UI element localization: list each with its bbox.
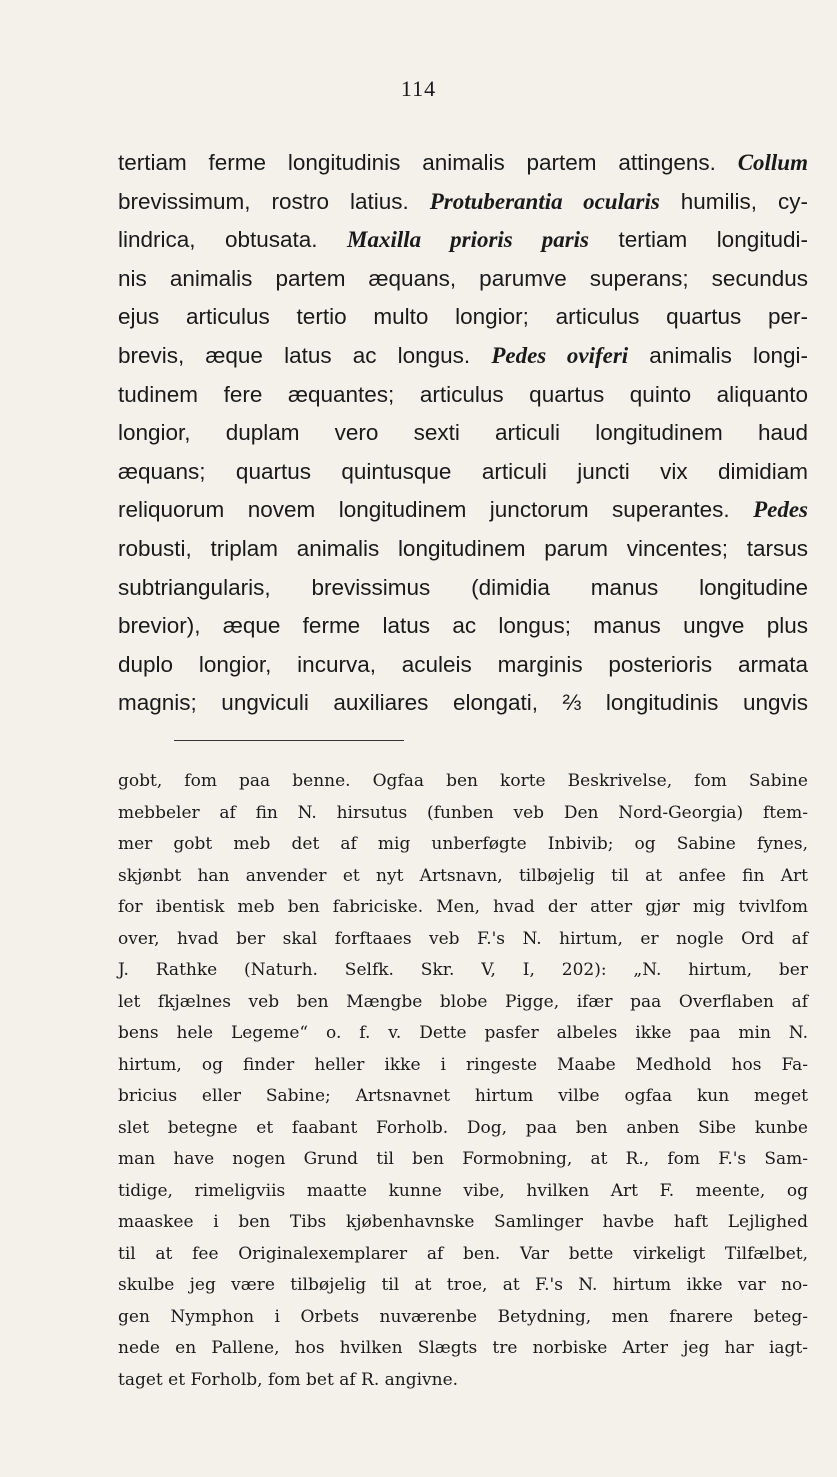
footnote-line: nede en Pallene, hos hvilken Slægts tre norbiske Arter jeg har iagt- [118,1338,808,1358]
main-line: duplo longior, incurva, aculeis marginis posterioris armata [118,651,808,677]
main-line: brevior), æque ferme latus ac longus; manus ungve plus [118,613,808,639]
footnote-line: tidige, rimeligviis maatte kunne vibe, hvilken Art F. meente, og [118,1180,808,1201]
footnote-line: hirtum, og finder heller ikke i ringeste Maabe Medhold hos Fa- [118,1054,808,1075]
main-line: tudinem fere æquantes; articulus quartus quinto aliquanto [118,381,808,407]
main-line: reliquorum novem longitudinem junctorum superantes. Pedes [118,497,808,523]
main-line: brevis, æque latus ac longus. Pedes oviferi animalis longi- [118,342,808,368]
footnote-divider [174,740,404,741]
footnote-line: maaskee i ben Tibs kjøbenhavnske Samlinger havbe haft Lejlighed [118,1212,808,1232]
footnote-line: bens hele Legeme“ o. f. v. Dette pasfer albeles ikke paa min N. [118,1023,808,1043]
main-line: longior, duplam vero sexti articuli longitudinem haud [118,420,808,446]
main-line: brevissimum, rostro latius. Protuberantia ocularis humilis, cy- [118,188,808,214]
footnote-line: gen Nymphon i Orbets nuværenbe Betydning, men fnarere beteg- [118,1306,808,1327]
footnote-line: J. Rathke (Naturh. Selfk. Skr. V, I, 202): „N. hirtum, ber [118,960,808,980]
main-line: robusti, triplam animalis longitudinem parum vincentes; tarsus [118,535,808,561]
footnote-line: over, hvad ber skal forftaaes veb F.'s N. hirtum, er nogle Ord af [118,928,808,949]
footnote-line: til at fee Originalexemplarer af ben. Var bette virkeligt Tilfælbet, [118,1243,808,1264]
page-number: 114 [400,76,437,101]
footnote-line: mebbeler af fin N. hirsutus (funben veb Den Nord-Georgia) ftem- [118,802,808,823]
main-line: magnis; ungviculi auxiliares elongati, ⅔ longitudinis ungvis [118,690,808,716]
main-line: subtriangularis, brevissimus (dimidia manus longitudine [118,574,808,600]
footnote-line: for ibentisk meb ben fabriciske. Men, hvad der atter gjør mig tvivlfom [118,897,808,917]
main-line: ejus articulus tertio multo longior; articulus quartus per- [118,304,808,330]
footnote-line: let fkjælnes veb ben Mængbe blobe Pigge, ifær paa Overflaben af [118,991,808,1012]
footnote-line: taget et Forholb, fom bet af R. angivne. [118,1369,459,1390]
footnote-line: mer gobt meb det af mig unberføgte Inbivib; og Sabine fynes, [118,834,808,854]
footnote-line: gobt, fom paa benne. Ogfaa ben korte Beskrivelse, fom Sabine [118,771,808,791]
footnote-line: slet betegne et faabant Forholb. Dog, paa ben anben Sibe kunbe [118,1117,808,1138]
footnote [118,766,808,1396]
main-line: nis animalis partem æquans, parumve superans; secundus [118,265,808,291]
main-line: æquans; quartus quintusque articuli juncti vix dimidiam [118,458,808,484]
footnote-line: man have nogen Grund til ben Formobning, at R., fom F.'s Sam- [118,1149,808,1169]
main-line: tertiam ferme longitudinis animalis partem attingens. Collum [118,150,808,175]
footnote-line: bricius eller Sabine; Artsnavnet hirtum vilbe ogfaa kun meget [118,1086,808,1106]
footnote-line: skjønbt han anvender et nyt Artsnavn, tilbøjelig til at anfee fin Art [118,865,808,886]
main-text [118,144,808,723]
main-line: lindrica, obtusata. Maxilla prioris paris tertiam longitudi- [118,227,808,253]
footnote-line: skulbe jeg være tilbøjelig til at troe, at F.'s N. hirtum ikke var no- [118,1275,808,1295]
